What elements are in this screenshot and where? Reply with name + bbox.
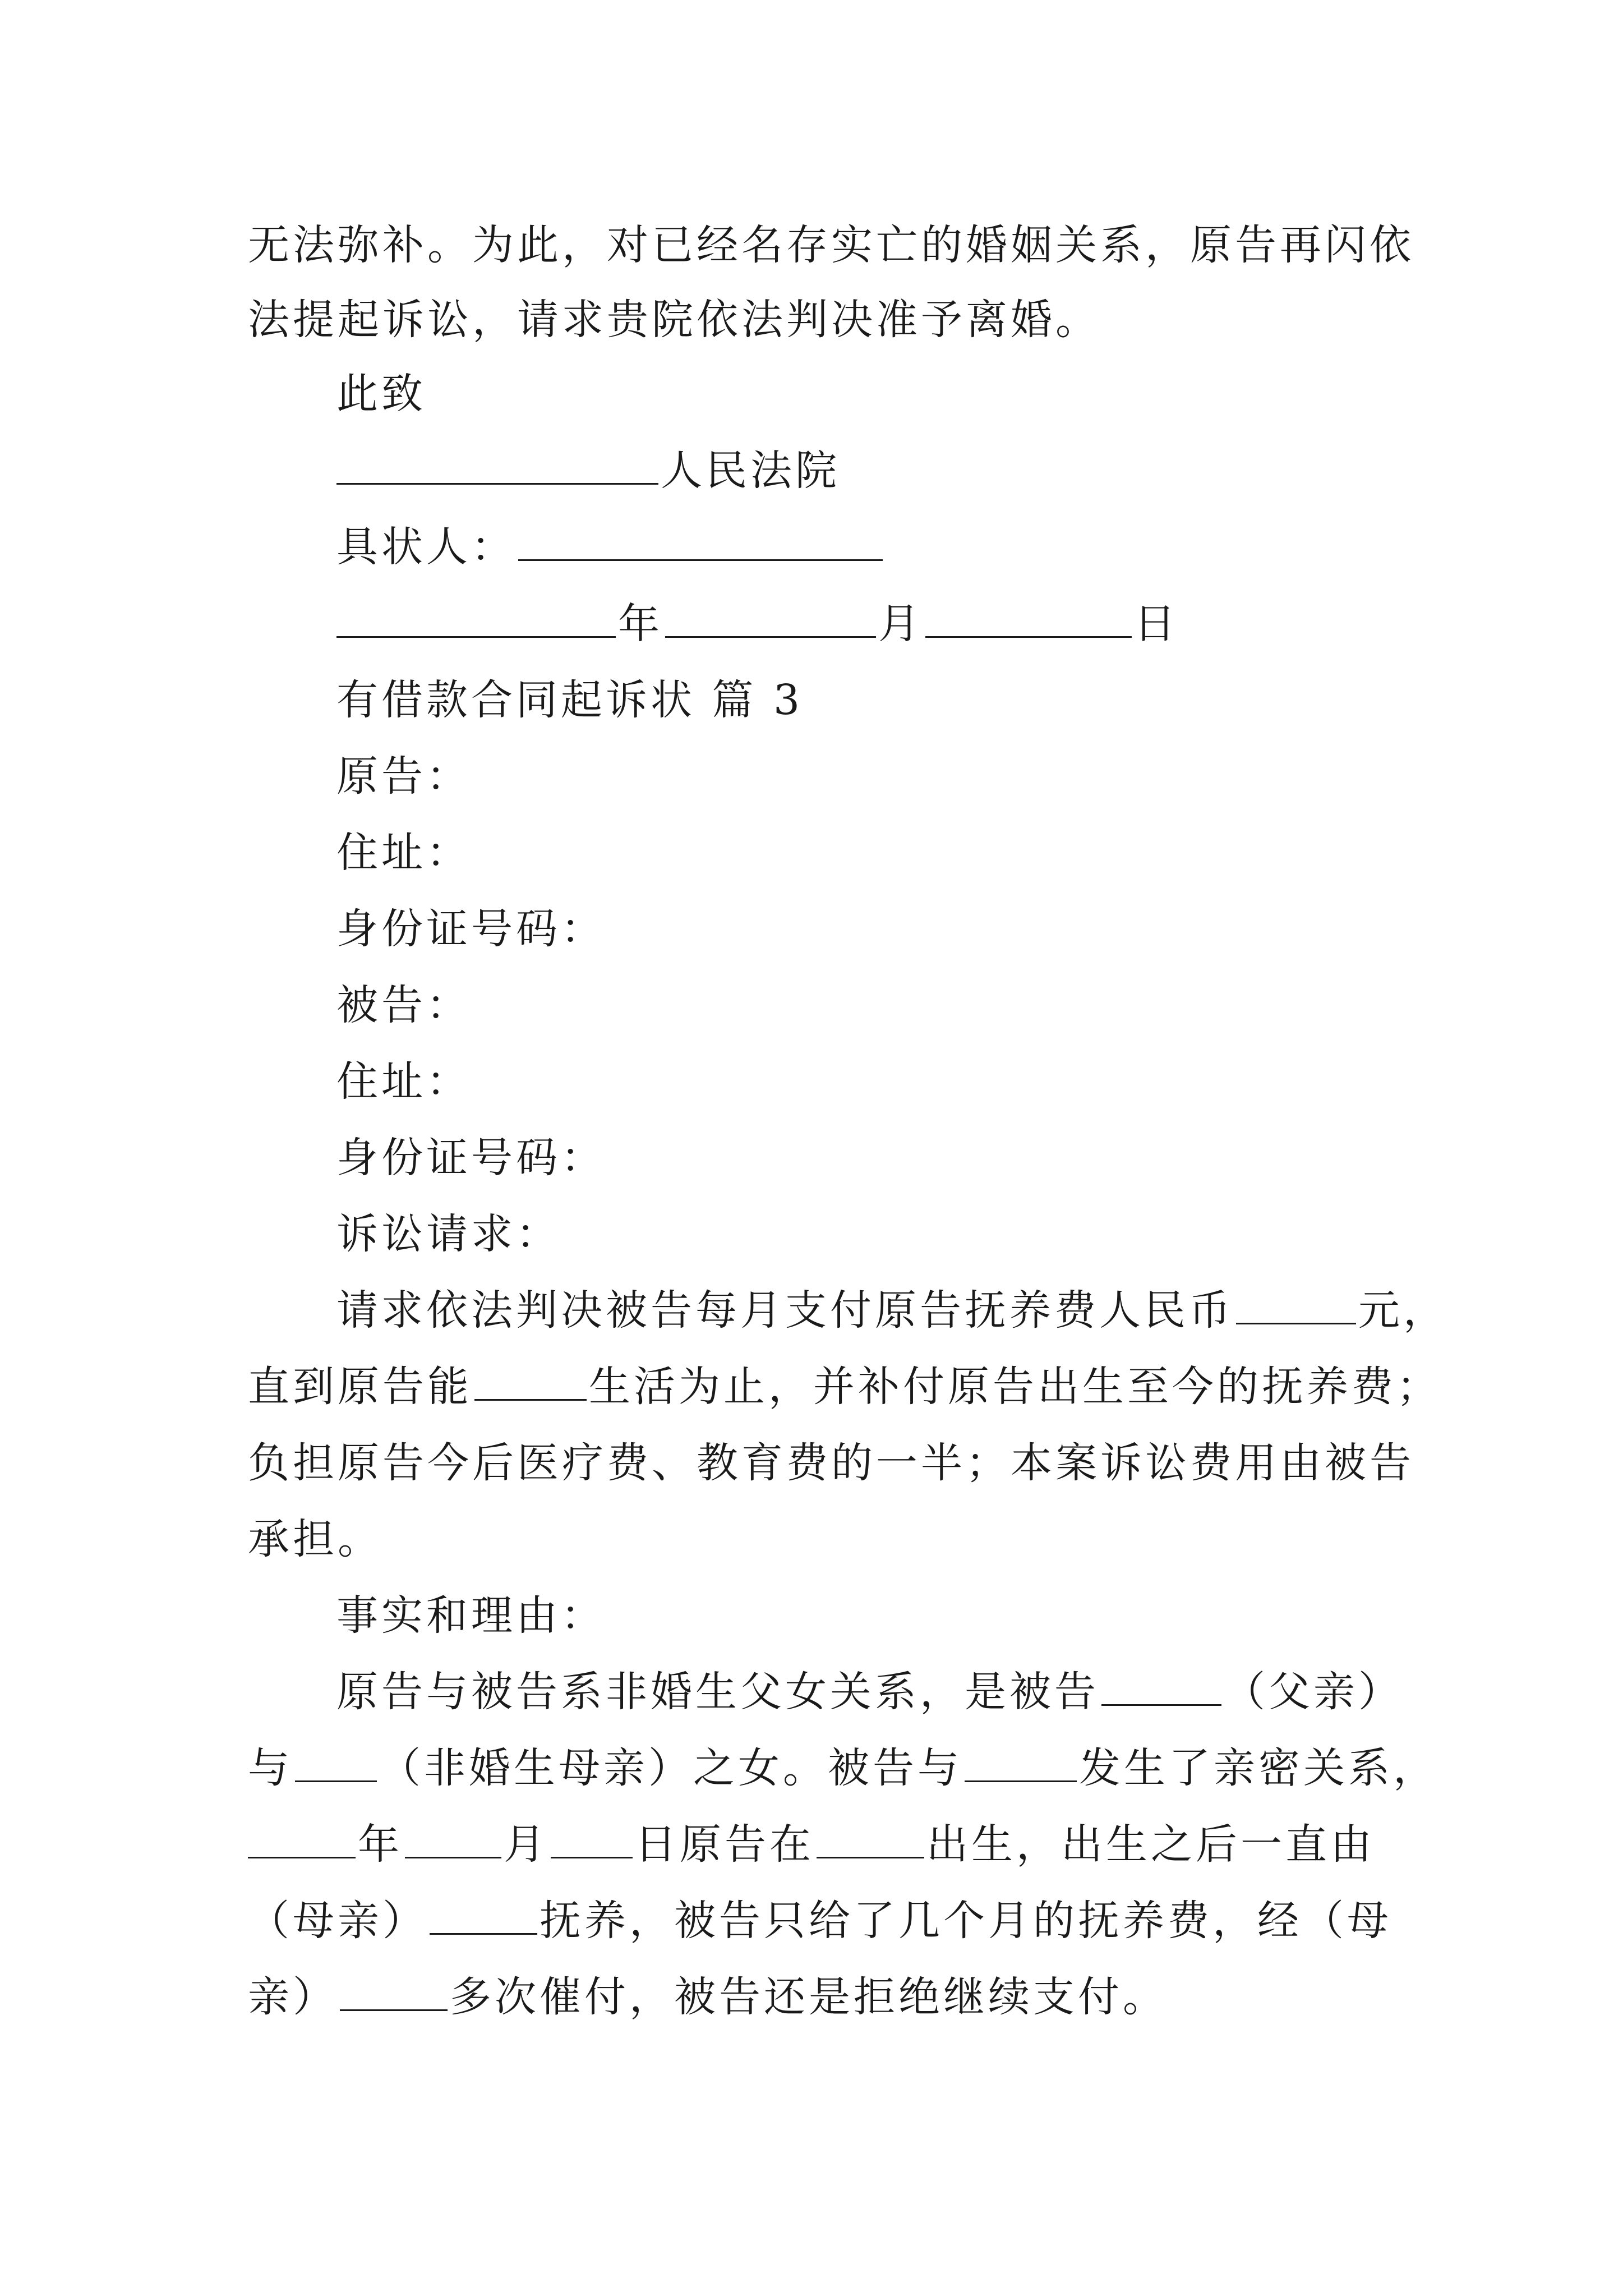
intro-line-2: 法提起诉讼，请求贵院依法判决准予离婚。: [248, 296, 1100, 344]
year-blank: [336, 598, 616, 638]
intro-line-1: 无法弥补。为此，对已经名存实亡的婚姻关系，原告再闪依: [248, 221, 1414, 269]
facts-text: 日原告在: [635, 1820, 814, 1869]
support-blank: [474, 1361, 587, 1401]
facts-text: 发生了亲密关系，: [1079, 1744, 1438, 1792]
court-suffix: 人民法院: [661, 447, 840, 495]
claims-line-3: 负担原告今后医疗费、教育费的一半；本案诉讼费用由被告: [248, 1439, 1414, 1487]
defendant-id-label: 身份证号码：: [336, 1134, 606, 1182]
claims-text: 生活为止，并补付原告出生至今的抚养费；: [589, 1363, 1441, 1411]
facts-line-3: [248, 1816, 1375, 1872]
mother-blank: [295, 1742, 377, 1782]
claims-line-2: [248, 1359, 1441, 1415]
birth-place-blank: [817, 1819, 924, 1858]
facts-text: 亲）: [248, 1973, 338, 2021]
amount-blank: [1236, 1285, 1356, 1324]
facts-text: 与: [248, 1744, 293, 1792]
signer-line: [336, 519, 885, 575]
plaintiff-id-label: 身份证号码：: [336, 905, 606, 953]
facts-text: 年: [358, 1820, 403, 1869]
claims-text: 请求依法判决被告每月支付原告抚养费人民币: [336, 1286, 1234, 1335]
facts-text: （父亲）: [1224, 1668, 1403, 1716]
partner-blank: [965, 1742, 1077, 1782]
year-label: 年: [618, 600, 663, 648]
facts-line-5: [248, 1969, 1168, 2025]
defendant-label: 被告：: [336, 981, 471, 1029]
claims-line-4: 承担。: [248, 1515, 382, 1563]
facts-text: 出生，出生之后一直由: [926, 1820, 1375, 1869]
mother-name-blank: [430, 1895, 537, 1935]
facts-text: 月: [504, 1820, 548, 1869]
birth-month-blank: [405, 1819, 501, 1858]
claims-line-1: [336, 1282, 1448, 1338]
birth-year-blank: [248, 1819, 356, 1858]
facts-line-1: [336, 1664, 1403, 1720]
plaintiff-address-label: 住址：: [336, 829, 471, 877]
facts-text: （非婚生母亲）之女。被告与: [379, 1744, 962, 1792]
court-line: [336, 443, 840, 499]
court-name-blank: [336, 445, 658, 485]
mother-name-blank-2: [340, 1971, 448, 2011]
defendant-address-label: 住址：: [336, 1057, 471, 1106]
facts-text: 多次催付，被告还是拒绝继续支付。: [450, 1973, 1168, 2021]
birth-day-blank: [551, 1819, 633, 1858]
facts-text: 原告与被告系非婚生父女关系，是被告: [336, 1668, 1099, 1716]
facts-text: 抚养，被告只给了几个月的抚养费，经（母: [540, 1897, 1392, 1945]
day-blank: [925, 598, 1132, 638]
signer-label: 具状人：: [336, 523, 516, 571]
plaintiff-label: 原告：: [336, 752, 471, 800]
day-label: 日: [1134, 600, 1179, 648]
claims-text: 元，: [1358, 1286, 1448, 1335]
facts-line-4: [248, 1893, 1392, 1949]
signer-blank: [518, 521, 883, 561]
month-label: 月: [878, 600, 923, 648]
date-line: [336, 596, 1179, 652]
facts-heading: 事实和理由：: [336, 1591, 606, 1640]
salutation: 此致: [336, 370, 426, 418]
month-blank: [665, 598, 876, 638]
facts-text: （母亲）: [248, 1897, 427, 1945]
section-title: 有借款合同起诉状 篇 3: [336, 676, 804, 724]
facts-line-2: [248, 1740, 1438, 1796]
claims-text: 直到原告能: [248, 1363, 472, 1411]
claims-heading: 诉讼请求：: [336, 1210, 561, 1258]
father-blank: [1101, 1666, 1221, 1706]
